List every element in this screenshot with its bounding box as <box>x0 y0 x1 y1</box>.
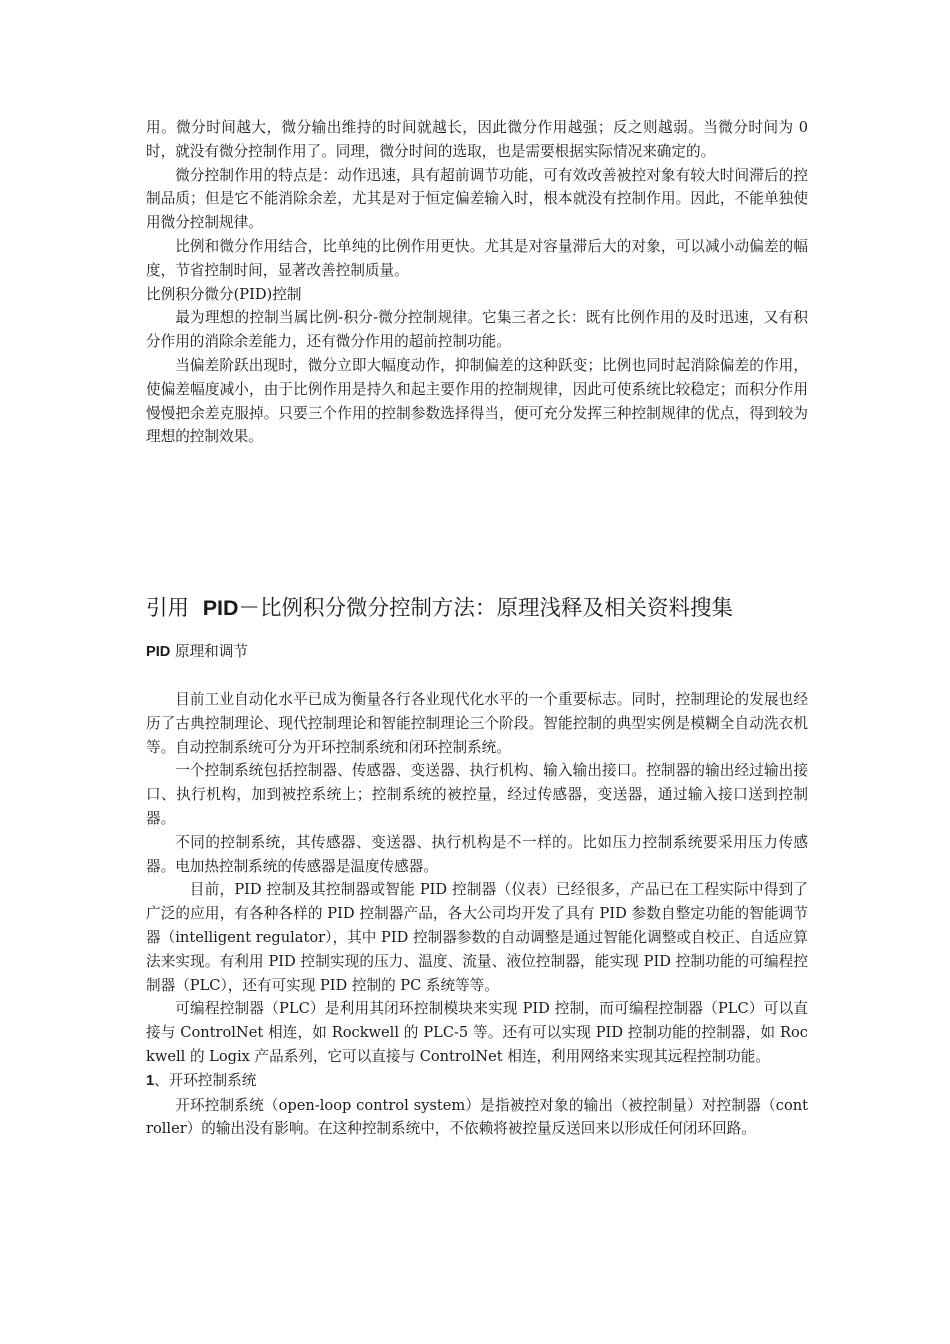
article-title: 引用 PID－比例积分微分控制方法：原理浅释及相关资料搜集 <box>146 596 734 621</box>
paragraph-pid-ideal: 最为理想的控制当属比例-积分-微分控制规律。它集三者之长：既有比例作用的及时迅速，又有积分作用的消除余差能力，还有微分作用的超前控制功能。 <box>146 309 808 351</box>
top-section <box>146 116 808 449</box>
heading-pid-control: 比例积分微分(PID)控制 <box>146 285 302 303</box>
paragraph-intro: 目前工业自动化水平已成为衡量各行各业现代化水平的一个重要标志。同时，控制理论的发展也经历了古典控制理论、现代控制理论和智能控制理论三个阶段。智能控制的典型实例是模糊全自动洗衣机等。自动控制系统可分为开环控制系统和闭环控制系统。 <box>146 691 808 756</box>
paragraph-derivative-time: 用。微分时间越大，微分输出维持的时间就越长，因此微分作用越强；反之则越弱。当微分时间为 0 时，就没有微分控制作用了。同理，微分时间的选取，也是需要根据实际情况来确定的。 <box>146 119 808 160</box>
paragraph-current-status: 目前，PID 控制及其控制器或智能 PID 控制器（仪表）已经很多，产品已在工程实际中得到了广泛的应用，有各种各样的 PID 控制器产品，各大公司均开发了具有 PID 参数自整定功能的智能调节器（intelligent regulator），其中 PID 控制器参数的自动调整是通过智能化调整或自校正、自适应算法来实现。有利用 PID 控制实现的压力、温度、流量、液位控制器，能实现 PID 控制功能的可编程控制器（PLC），还有可实现 PID 控制的 PC 系统等等。 <box>146 881 808 994</box>
paragraph-different-systems: 不同的控制系统，其传感器、变送器、执行机构是不一样的。比如压力控制系统要采用压力传感器。电加热控制系统的传感器是温度传感器。 <box>146 833 808 875</box>
article-body <box>146 688 808 1141</box>
paragraph-plc: 可编程控制器（PLC）是利用其闭环控制模块来实现 PID 控制，而可编程控制器（PLC）可以直接与 ControlNet 相连，如 Rockwell 的 PLC-5 等。还有可以实现 PID 控制功能的控制器，如 Rockwell 的 Logix 产品系列，它可以直接与 ControlNet 相连，利用网络来实现其远程控制功能。 <box>146 1000 808 1065</box>
article-subheading: PID 原理和调节 <box>146 643 248 660</box>
paragraph-pd-combination: 比例和微分作用结合，比单纯的比例作用更快。尤其是对容量滞后大的对象，可以减小动偏差的幅度，节省控制时间，显著改善控制质量。 <box>146 237 808 279</box>
heading-open-loop: 1、开环控制系统 <box>146 1071 257 1089</box>
paragraph-pid-step: 当偏差阶跃出现时，微分立即大幅度动作，抑制偏差的这种跃变；比例也同时起消除偏差的作用，使偏差幅度减小，由于比例作用是持久和起主要作用的控制规律，因此可使系统比较稳定；而积分作用慢慢把余差克服掉。只要三个作用的控制参数选择得当，便可充分发挥三种控制规律的优点，得到较为理想的控制效果。 <box>146 356 808 446</box>
paragraph-components: 一个控制系统包括控制器、传感器、变送器、执行机构、输入输出接口。控制器的输出经过输出接口、执行机构，加到被控系统上；控制系统的被控量，经过传感器，变送器，通过输入接口送到控制器。 <box>146 762 808 827</box>
paragraph-open-loop: 开环控制系统（open-loop control system）是指被控对象的输出（被控制量）对控制器（controller）的输出没有影响。在这种控制系统中，不依赖将被控量反送回来以形成任何闭环回路。 <box>146 1096 808 1138</box>
paragraph-derivative-features: 微分控制作用的特点是：动作迅速，具有超前调节功能，可有效改善被控对象有较大时间滞后的控制品质；但是它不能消除余差，尤其是对于恒定偏差输入时，根本就没有控制作用。因此，不能单独使用微分控制规律。 <box>146 166 808 232</box>
